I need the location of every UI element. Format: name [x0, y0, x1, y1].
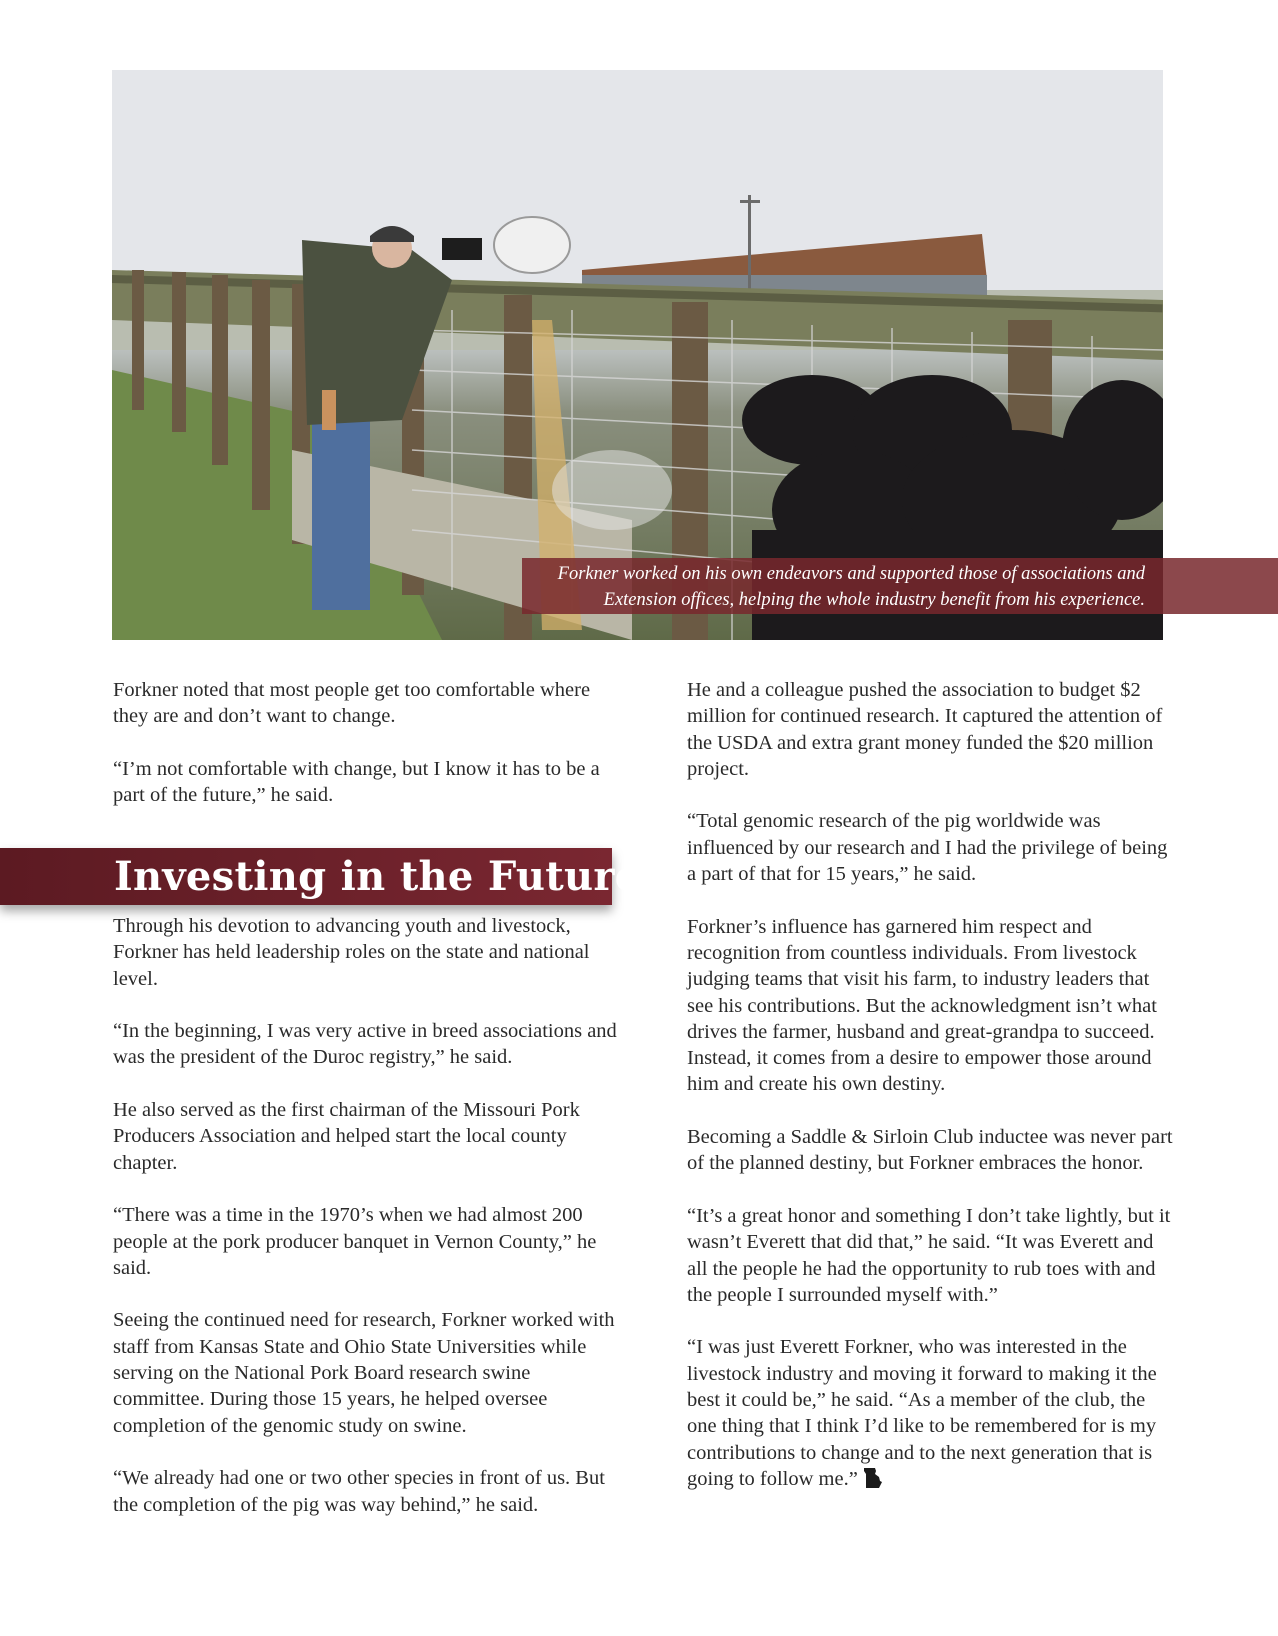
- farm-scene-illustration: [112, 70, 1163, 640]
- paragraph: He and a colleague pushed the association to budget $2 million for continued research. It captured the attention of the USDA and extra grant money funded the $20 million project.: [687, 679, 1163, 780]
- paragraph: He also served as the first chairman of the Missouri Pork Producers Association and helped start the local county chapter.: [113, 1099, 580, 1174]
- caption-line-1: Forkner worked on his own endeavors and supported those of associations and: [557, 564, 1145, 584]
- right-column: [687, 677, 1177, 1519]
- paragraph-final-text: “I was just Everett Forkner, who was interested in the livestock industry and moving it forward to making it the best it could be,” he said. “As a member of the club, the one thing that I think I’d like to be remembered for is my contributions to change and to the next generation that is going to follow me.”: [687, 1336, 1157, 1490]
- paragraph: Seeing the continued need for research, Forkner worked with staff from Kansas State and Ohio State Universities while serving on the National Pork Board research swine committee. During those 15 years, he helped oversee completion of the genomic study on swine.: [113, 1309, 615, 1437]
- missouri-state-icon: [864, 1468, 882, 1488]
- caption-line-2: Extension offices, helping the whole industry benefit from his experience.: [603, 590, 1145, 610]
- paragraph: Forkner’s influence has garnered him respect and recognition from countless individuals. From livestock judging teams that visit his farm, to industry leaders that see his contributions. But the acknowledgment isn’t what drives the farmer, husband and great-grandpa to succeed. Instead, it comes from a desire to empower those around him and create his own destiny.: [687, 915, 1157, 1096]
- paragraph: Forkner noted that most people get too comfortable where they are and don’t want to change.: [113, 679, 591, 728]
- paragraph: “We already had one or two other species in front of us. But the completion of the pig was way behind,” he said.: [113, 1467, 605, 1516]
- left-column-body: [113, 913, 623, 1544]
- paragraph: “It’s a great honor and something I don’t take lightly, but it wasn’t Everett that did that,” he said. “It was Everett and all the people he had the opportunity to rub toes with and the people I surrounded myself with.”: [687, 1204, 1171, 1306]
- paragraph: “I’m not comfortable with change, but I know it has to be a part of the future,” he said.: [113, 757, 600, 807]
- paragraph: Becoming a Saddle & Sirloin Club inductee was never part of the planned destiny, but Forkner embraces the honor.: [687, 1126, 1173, 1175]
- paragraph: “Total genomic research of the pig worldwide was influenced by our research and I had the privilege of being a part of that for 15 years,” he said.: [687, 810, 1168, 886]
- left-column-intro: [113, 677, 623, 835]
- paragraph-final: [687, 1334, 1177, 1492]
- feature-photo: [112, 70, 1163, 640]
- section-heading: Investing in the Future: [114, 853, 641, 900]
- photo-caption: [522, 558, 1278, 614]
- paragraph: Through his devotion to advancing youth and livestock, Forkner has held leadership roles on the state and national level.: [113, 915, 590, 990]
- paragraph: “There was a time in the 1970’s when we had almost 200 people at the pork producer banquet in Vernon County,” he said.: [113, 1204, 597, 1279]
- paragraph: “In the beginning, I was very active in breed associations and was the president of the Duroc registry,” he said.: [113, 1020, 617, 1069]
